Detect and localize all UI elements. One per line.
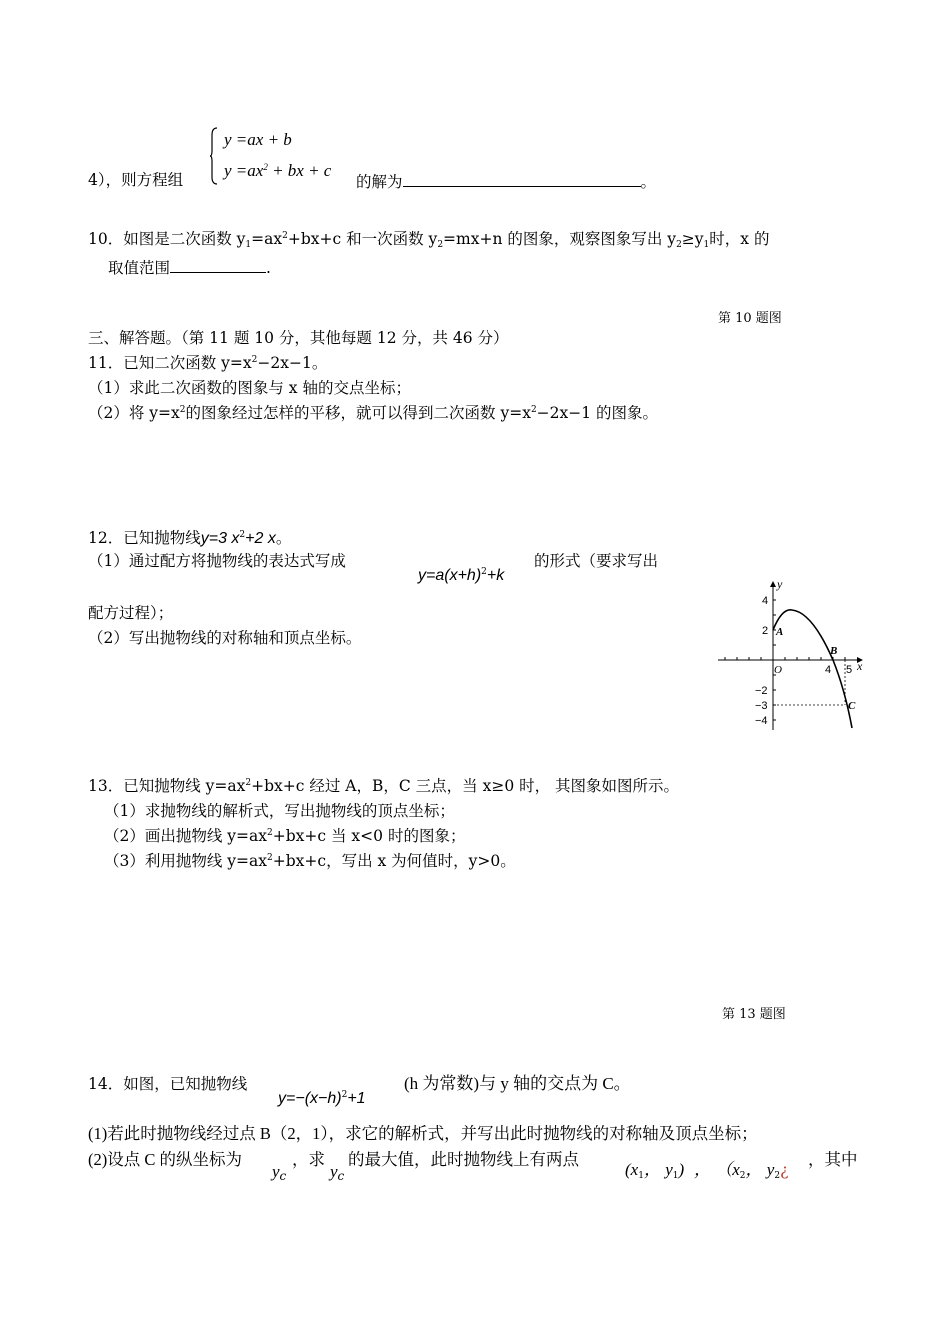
graph-tick-y-neg3: −3 xyxy=(755,700,768,712)
q14-part-2b: ，求 xyxy=(292,1150,325,1169)
q13-part-2: （2）画出抛物线 $y=ax^2+bx+c$ 当 x<0 时的图象； xyxy=(104,827,466,845)
q12-part-1-end: 的形式（要求写出 xyxy=(534,552,659,570)
parabola-curve xyxy=(773,610,852,728)
q14-stem: 14．如图，已知抛物线 xyxy=(88,1075,248,1093)
q14-yc-2: $y_c$ xyxy=(330,1162,345,1183)
section-3-heading: 三、解答题。（第 11 题 10 分，其他每题 12 分，共 46 分） xyxy=(88,329,509,347)
graph-point-c: C xyxy=(848,700,856,712)
q14-equation: $y=-(x-h)^2+1$ xyxy=(278,1090,366,1107)
q11-stem: 11．已知二次函数 $y=x^2-2x-1$。 xyxy=(88,354,328,372)
q12-vertex-form: $y=a(x+h)^2+k$ xyxy=(418,567,505,584)
q14-part-2e: ，其中 xyxy=(808,1150,858,1169)
q12-stem: 12．已知抛物线y=3 $x^2+2$ x。 xyxy=(88,529,292,547)
q13-stem: 13．已知抛物线 $y=ax^2+bx+c$ 经过 A，B，C 三点，当 x≥0 时， 其图象如图所示。 xyxy=(88,777,680,795)
graph-tick-y-neg4: −4 xyxy=(755,715,768,727)
graph-tick-y-neg2: −2 xyxy=(755,685,768,697)
q11-part-1: （1）求此二次函数的图象与 x 轴的交点坐标； xyxy=(88,379,411,397)
q9-answer-blank[interactable] xyxy=(403,170,641,187)
graph-point-a: A xyxy=(776,626,784,638)
q14-part-2c: 的最大值，此时抛物线上有两点 xyxy=(348,1150,579,1169)
q14-part-1: (1)若此时抛物线经过点 B（2，1），求它的解析式，并写出此时抛物线的对称轴及顶点坐标； xyxy=(88,1124,758,1143)
graph-tick-y-2: 2 xyxy=(762,625,769,637)
q14-point-2: ， （$x_2$， $y_2¿$ xyxy=(694,1160,789,1181)
q9-prefix: 4），则方程组 xyxy=(88,171,184,189)
graph-tick-y-4: 4 xyxy=(762,595,769,607)
q12-part-2: （2）写出抛物线的对称轴和顶点坐标。 xyxy=(88,629,362,647)
q14-part-2: (2)设点 C 的纵坐标为 xyxy=(88,1150,242,1169)
q13-part-1: （1）求抛物线的解析式，写出抛物线的顶点坐标； xyxy=(104,802,455,820)
q14-point-1: ($x_1$， $y_1$) xyxy=(625,1160,685,1181)
q12-part-1: （1）通过配方将抛物线的表达式写成 xyxy=(88,552,346,570)
q10-range-line: 取值范围 . xyxy=(108,256,271,278)
q14-yc-1: $y_c$ xyxy=(272,1162,287,1183)
q9-answer-line: 的解为 。 xyxy=(356,170,656,192)
graph-x-label: x xyxy=(857,659,863,673)
graph-tick-x-4: 4 xyxy=(825,664,832,676)
q13-part-3: （3）利用抛物线 $y=ax^2+bx+c$，写出 x 为何值时，y>0。 xyxy=(104,852,516,870)
parabola-graph xyxy=(712,578,872,734)
system-equation-1: y =ax + b xyxy=(224,130,292,149)
q10-stem: 10．如图是二次函数 $y_1=ax^2+bx+c$ 和一次函数 $y_2=mx+n$ 的图象，观察图象写出 $y_2\ge y_1$时，x 的 xyxy=(88,230,770,250)
q11-part-2: （2）将 $y=x^2$的图象经过怎样的平移，就可以得到二次函数 $y=x^2-2x-1$ 的图象。 xyxy=(88,404,659,422)
q14-stem-end: (h 为常数)与 y 轴的交点为 C。 xyxy=(404,1074,631,1093)
system-brace xyxy=(210,127,218,185)
q10-figure-caption: 第 10 题图 xyxy=(718,311,782,326)
q10-answer-blank[interactable] xyxy=(170,256,266,273)
graph-y-label: y xyxy=(777,578,783,591)
graph-point-b: B xyxy=(830,645,838,657)
graph-origin-label: O xyxy=(774,664,782,676)
system-equation-2: $y =ax^2$ + bx + c xyxy=(224,161,332,180)
q13-figure-caption: 第 13 题图 xyxy=(722,1007,786,1022)
graph-tick-x-5: 5 xyxy=(846,664,853,676)
q12-part-1-cont: 配方过程）； xyxy=(88,604,174,622)
